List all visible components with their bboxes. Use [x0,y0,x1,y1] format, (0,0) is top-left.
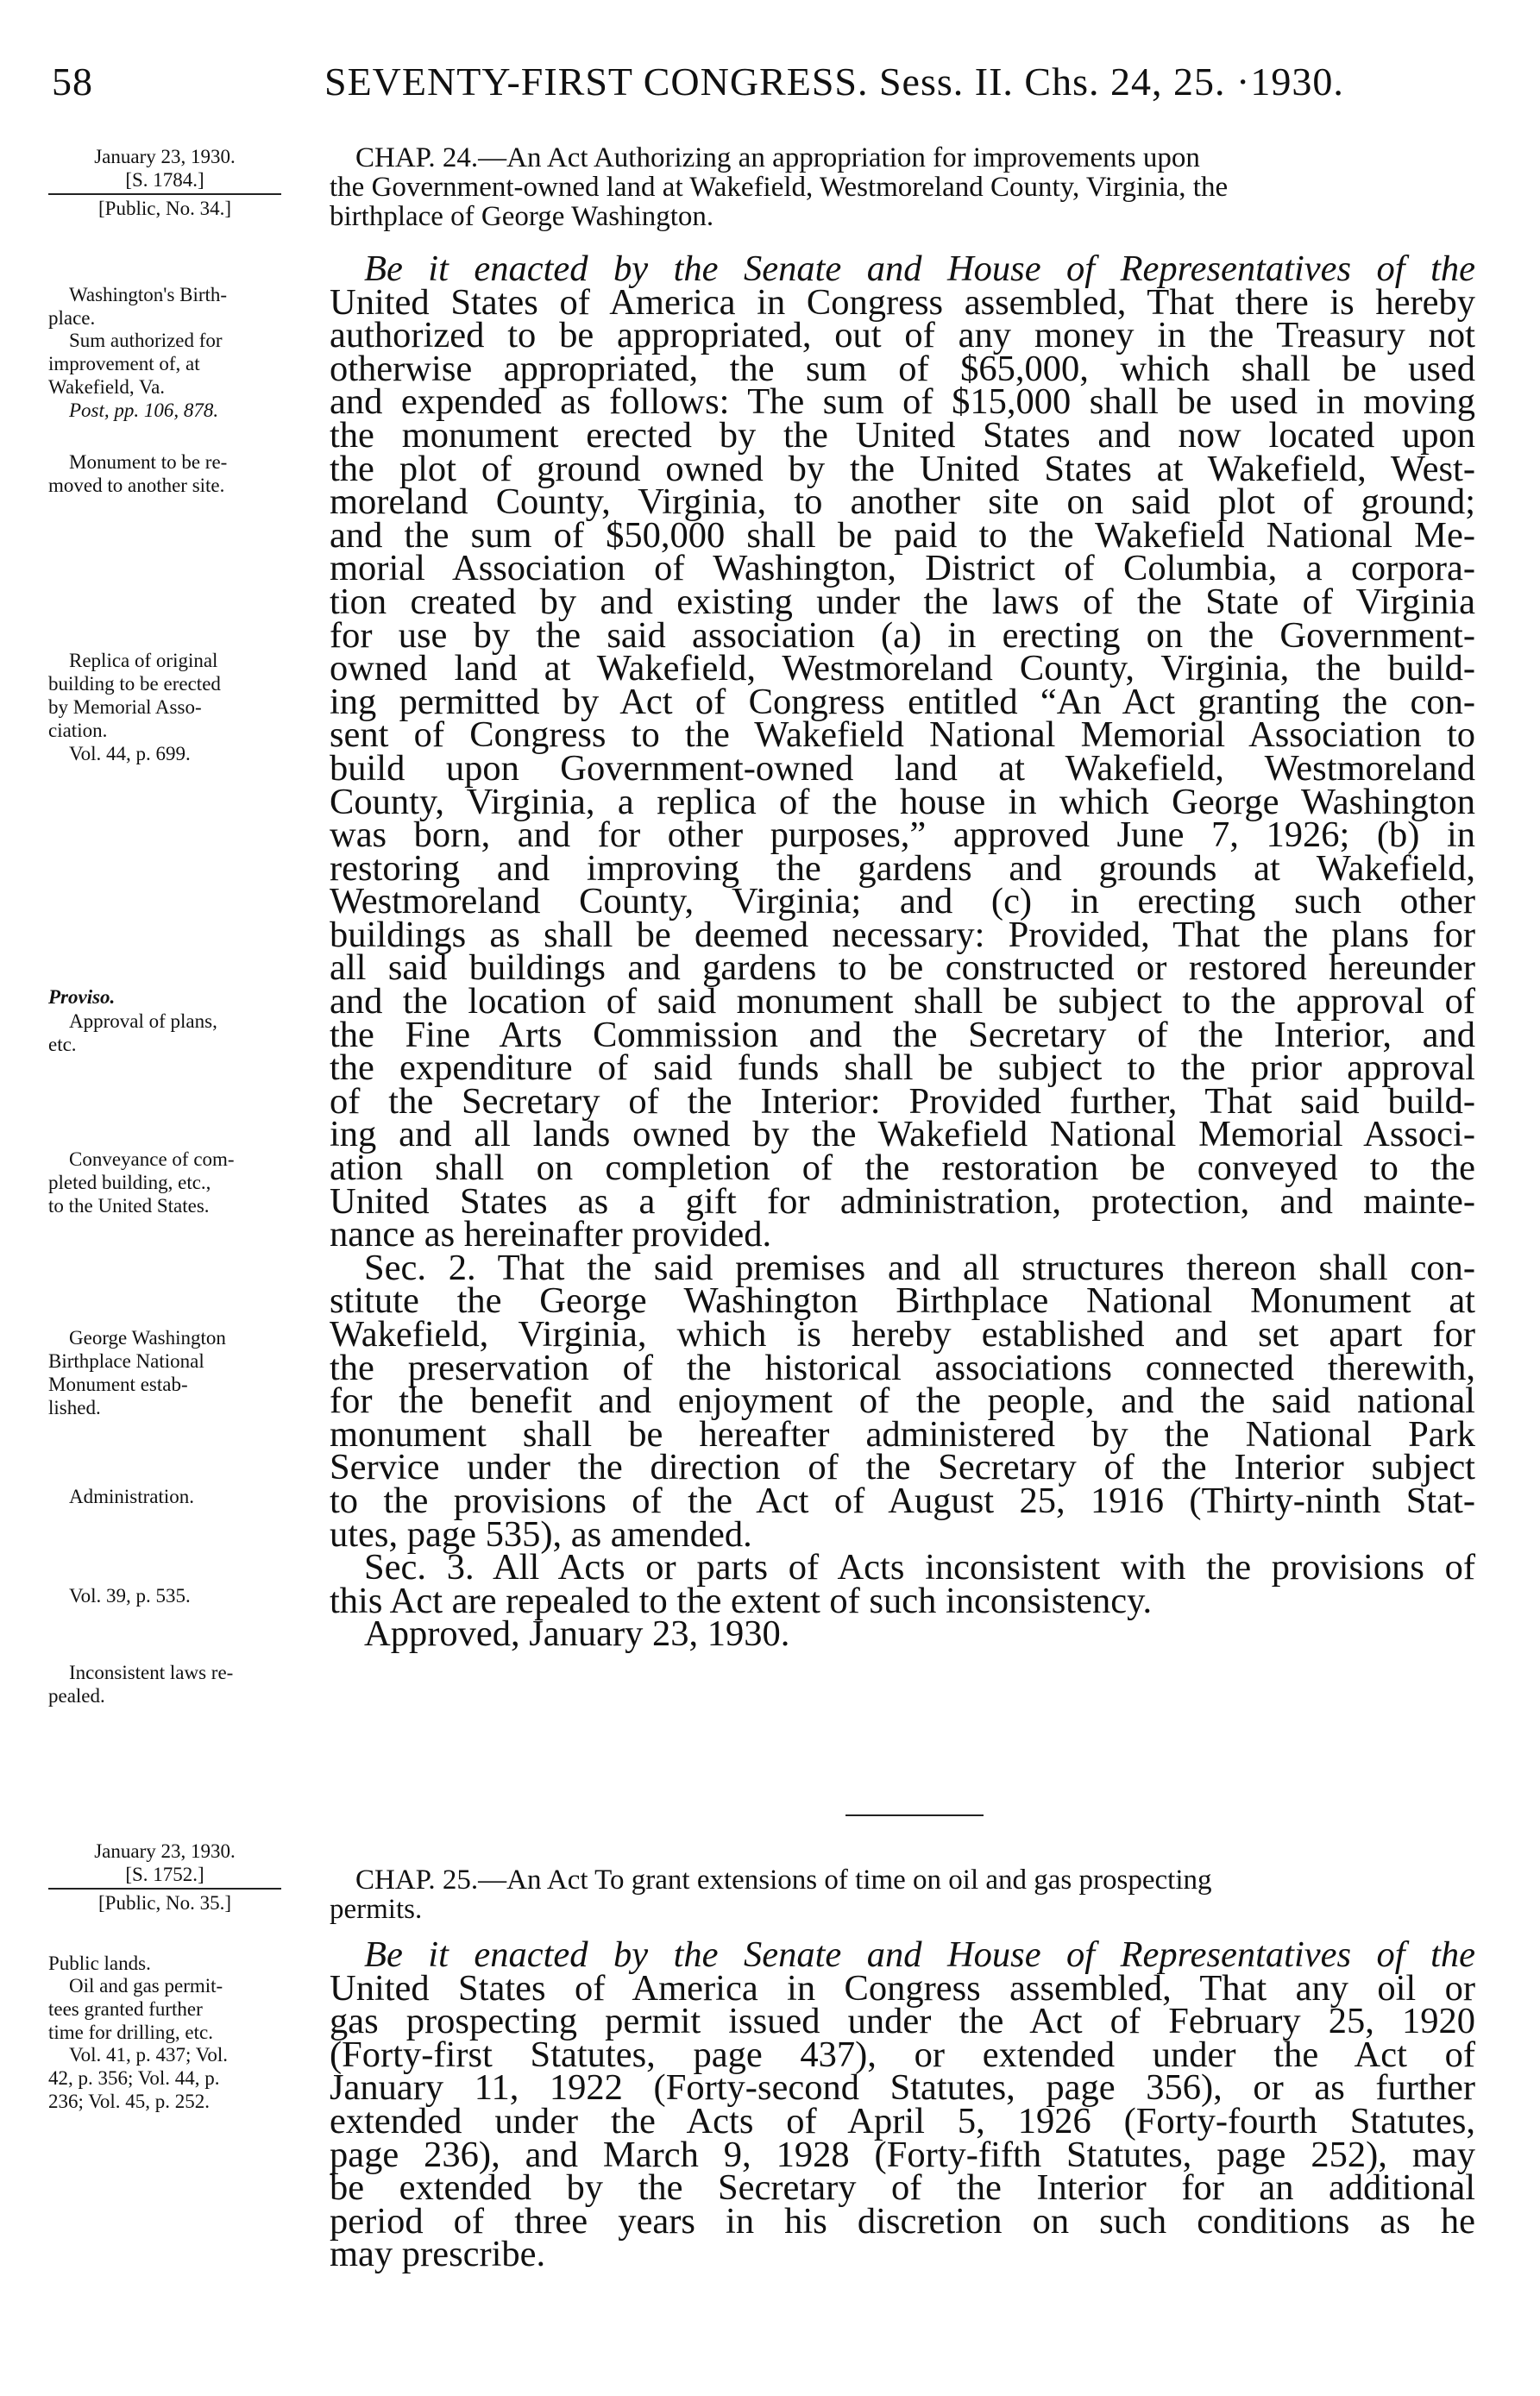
chap25-public: [Public, No. 35.] [98,1892,231,1914]
text-line: be extended by the Secretary of the Interior for an additional [330,2167,1475,2209]
text-line: United States as a gift for administration, protection, and mainte- [330,1180,1475,1222]
text-line: page 236), and March 9, 1928 (Forty-fifth Statutes, page 252), may [330,2134,1475,2175]
text-line: the expenditure of said funds shall be subject to the prior approval [330,1047,1475,1089]
margin-note: Proviso. [48,986,116,1008]
text-line: owned land at Wakefield, Westmoreland County, Virginia, the build- [330,648,1475,689]
text-line: ing permitted by Act of Congress entitled “An Act granting the con- [330,681,1475,722]
chap24-body [330,248,1475,1655]
text-line: County, Virginia, a replica of the house in which George Washington [330,781,1475,822]
margin-note: Vol. 41, p. 437; Vol. 42, p. 356; Vol. 44, p. 236; Vol. 45, p. 252. [48,2044,229,2112]
chap25-heading [330,1865,1475,1924]
margin-note: Oil and gas permit- tees granted further time for drilling, etc. [48,1975,223,2043]
chap25-body [330,1934,1475,2275]
margin-note: Vol. 39, p. 535. [69,1585,191,1607]
margin-note: Washington's Birth- place. [48,284,228,329]
text-line: utes, page 535), as amended. [330,1513,752,1555]
margin-note: Replica of original building to be erected by Memorial Asso- ciation. [48,650,221,741]
text-line: the monument erected by the United States and now located upon [330,414,1475,456]
text-line: extended under the Acts of April 5, 1926 (Forty-fourth Statutes, [330,2100,1475,2141]
page-header [52,59,1467,110]
margin-note: Monument to be re- moved to another site. [48,451,228,496]
chap24-heading [330,143,1475,231]
text-line: build upon Government-owned land at Wakefield, Westmoreland [330,747,1475,789]
margin-note: George Washington Birthplace National Monument estab- lished. [48,1327,226,1418]
chap25-margin-head [48,1839,316,1915]
text-line: (Forty-first Statutes, page 437), or extended under the Act of [330,2034,1475,2075]
text-line: otherwise appropriated, the sum of $65,000, which shall be used [330,348,1475,389]
text-line: Be it enacted by the Senate and House of Representatives of the [364,1934,1475,1975]
chap25-date: January 23, 1930. [94,1840,236,1862]
text-line: Be it enacted by the Senate and House of Representatives of the [364,248,1475,289]
text-line: tion created by and existing under the laws of the State of Virginia [330,581,1475,622]
running-title: SEVENTY-FIRST CONGRESS. Sess. II. Chs. 24, 25. ·1930. [324,60,1344,104]
text-line: the Fine Arts Commission and the Secretary of the Interior, and [330,1014,1475,1055]
text-line: United States of America in Congress assembled, That any oil or [330,1967,1475,2009]
chap24-public: [Public, No. 34.] [98,198,231,219]
text-line: Westmoreland County, Virginia; and (c) in erecting such other [330,881,1475,922]
text-line: morial Association of Washington, District of Columbia, a corpora- [330,548,1475,589]
text-line: ation shall on completion of the restoration be conveyed to the [330,1148,1475,1189]
text-line: monument shall be hereafter administered by the National Park [330,1413,1475,1455]
text-line: for the benefit and enjoyment of the people, and the said national [330,1380,1475,1422]
chap24-heading-line: the Government-owned land at Wakefield, Westmoreland County, Virginia, the [330,172,1229,203]
text-line: January 11, 1922 (Forty-second Statutes, page 356), or as further [330,2067,1475,2109]
margin-note: Vol. 44, p. 699. [69,743,191,764]
text-line: Service under the direction of the Secretary of the Interior subject [330,1447,1475,1488]
text-line: for use by the said association (a) in erecting on the Government- [330,614,1475,656]
approved-line: Approved, January 23, 1930. [364,1613,790,1655]
chap24-heading-line: CHAP. 24.—An Act Authorizing an appropriation for improvements upon [355,142,1200,173]
text-line: all said buildings and gardens to be constructed or restored hereunder [330,947,1475,989]
margin-note: Sum authorized for improvement of, at Wakefield, Va. [48,330,223,398]
text-line: period of three years in his discretion on such conditions as he [330,2200,1475,2242]
margin-note: Inconsistent laws re- pealed. [48,1662,234,1707]
text-line: to the provisions of the Act of August 25, 1916 (Thirty-ninth Stat- [330,1480,1475,1521]
text-line: the plot of ground owned by the United States at Wakefield, West- [330,448,1475,489]
chap24-bill: [S. 1784.] [125,169,204,191]
chap24-date: January 23, 1930. [94,146,236,167]
text-line: buildings as shall be deemed necessary: Provided, That the plans for [330,914,1475,955]
text-line: nance as hereinafter provided. [330,1214,772,1255]
page-number: 58 [52,60,93,104]
margin-note: Administration. [69,1486,195,1507]
text-line: and the sum of $50,000 shall be paid to the Wakefield National Me- [330,514,1475,556]
margin-note: Conveyance of com- pleted building, etc., to the United States. [48,1148,235,1217]
text-line: restoring and improving the gardens and grounds at Wakefield, [330,847,1475,889]
text-line: and the location of said monument shall be subject to the approval of [330,981,1475,1022]
text-line: of the Secretary of the Interior: Provided further, That said build- [330,1080,1475,1122]
chap24-margin-head [48,145,316,220]
text-line: this Act are repealed to the extent of such inconsistency. [330,1580,1153,1621]
text-line: may prescribe. [330,2234,546,2275]
text-line: moreland County, Virginia, to another site on said plot of ground; [330,481,1475,523]
chap25-bill: [S. 1752.] [125,1864,204,1885]
text-line: and expended as follows: The sum of $15,000 shall be used in moving [330,381,1475,423]
margin-note: Approval of plans, etc. [48,1010,217,1055]
text-line: United States of America in Congress assembled, That there is hereby [330,281,1475,323]
section-divider [845,1814,984,1816]
text-line: ing and all lands owned by the Wakefield National Memorial Associ- [330,1114,1475,1155]
chap24-heading-line: birthplace of George Washington. [330,201,714,232]
text-line: gas prospecting permit issued under the Act of February 25, 1920 [330,2001,1475,2042]
text-line: authorized to be appropriated, out of any money in the Treasury not [330,315,1475,356]
margin-note: Post, pp. 106, 878. [69,399,219,421]
margin-note: Public lands. [48,1953,151,1974]
chap25-heading-line: CHAP. 25.—An Act To grant extensions of time on oil and gas prospecting [355,1865,1212,1896]
text-line: was born, and for other purposes,” approved June 7, 1926; (b) in [330,814,1475,856]
text-line: the preservation of the historical associations connected therewith, [330,1347,1475,1388]
text-line: stitute the George Washington Birthplace National Monument at [330,1280,1475,1322]
chap25-heading-line: permits. [330,1894,423,1925]
text-line: Sec. 2. That the said premises and all structures thereon shall con- [364,1247,1475,1288]
text-line: Wakefield, Virginia, which is hereby established and set apart for [330,1314,1475,1355]
text-line: Sec. 3. All Acts or parts of Acts inconsistent with the provisions of [364,1547,1475,1588]
text-line: sent of Congress to the Wakefield National Memorial Association to [330,714,1475,756]
